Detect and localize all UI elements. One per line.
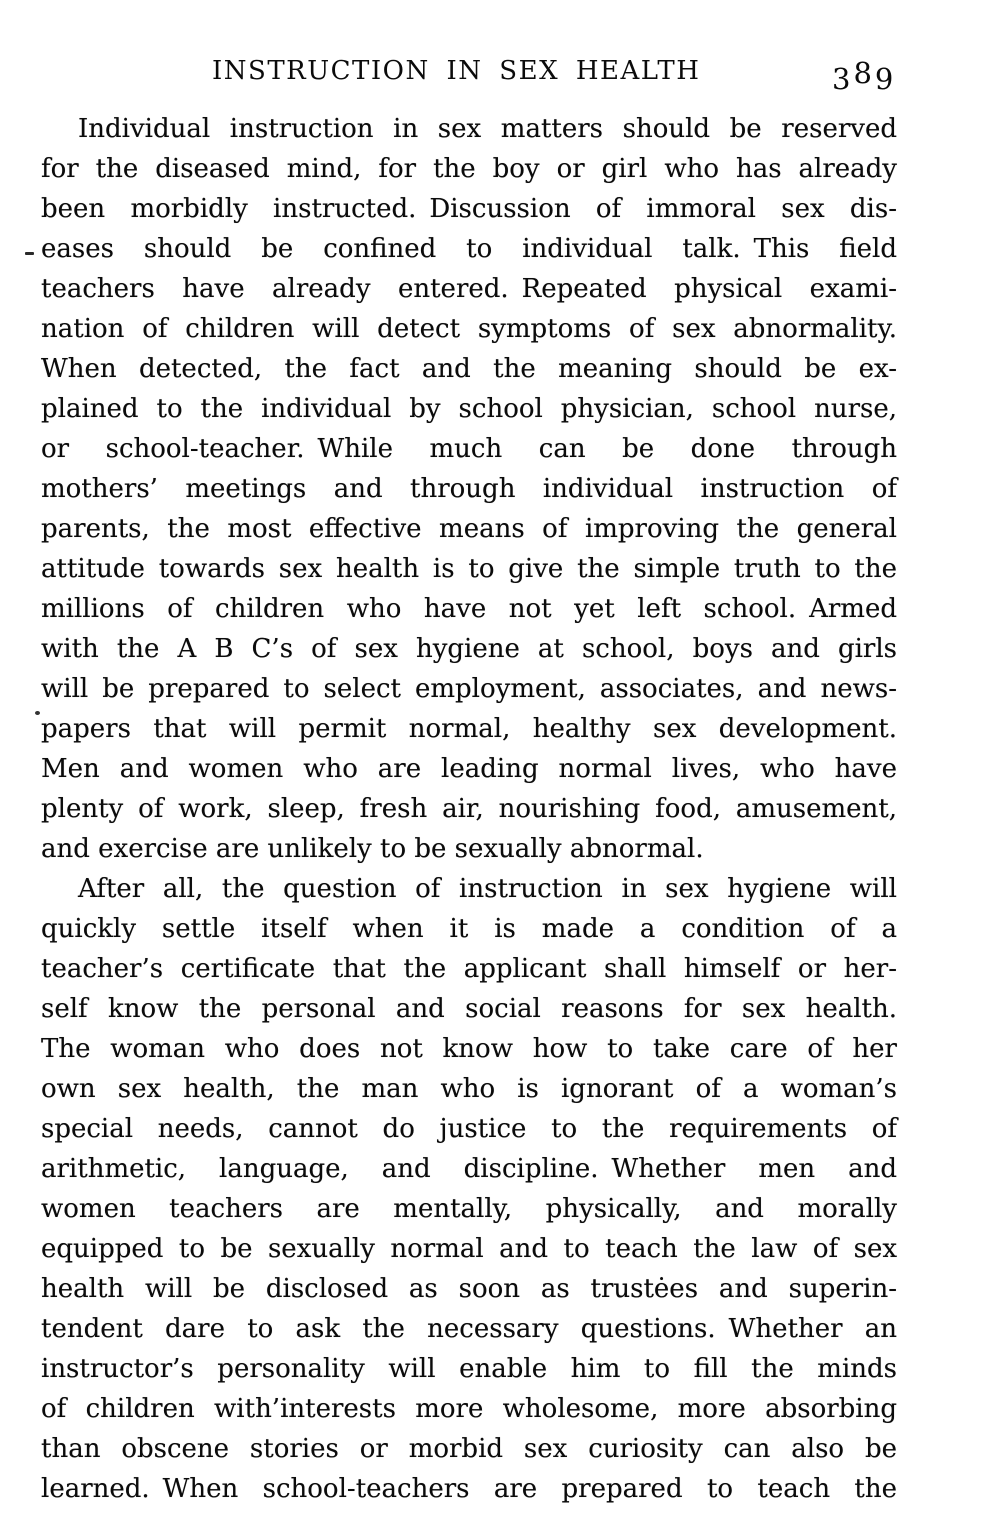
oldstyle-digit: 3 xyxy=(832,62,854,96)
text-line: and exercise are unlikely to be sexually abnormal. xyxy=(41,834,704,864)
scan-speck-dash xyxy=(25,252,34,255)
text-line: self know the personal and social reasons for sex health. xyxy=(41,994,897,1024)
text-line: millions of children who have not yet left school. Armed xyxy=(41,594,897,624)
paragraph xyxy=(41,109,897,869)
paragraph xyxy=(41,869,897,1509)
text-line: quickly settle itself when it is made a condition of a xyxy=(41,914,897,944)
text-line: mothers’ meetings and through individual instruction of xyxy=(41,474,897,504)
page-number xyxy=(832,56,897,96)
text-line: arithmetic, language, and discipline. Whether men and xyxy=(41,1154,897,1184)
text-line: After all, the question of instruction in sex hygiene will xyxy=(78,874,897,904)
text-line: equipped to be sexually normal and to teach the law of sex xyxy=(41,1234,897,1264)
text-line: Men and women who are leading normal lives, who have xyxy=(41,754,897,784)
oldstyle-digit: 8 xyxy=(853,56,875,90)
text-line: than obscene stories or morbid sex curiosity can also be xyxy=(41,1434,897,1464)
text-line: Individual instruction in sex matters should be reserved xyxy=(78,114,897,144)
text-line: parents, the most effective means of improving the general xyxy=(41,514,897,544)
page-body-text xyxy=(41,109,897,1509)
oldstyle-digit: 9 xyxy=(874,62,897,96)
text-line: teachers have already entered. Repeated physical exami- xyxy=(41,274,897,304)
text-line: plenty of work, sleep, fresh air, nourishing food, amusement, xyxy=(41,794,897,824)
text-line: health will be disclosed as soon as trustėes and superin- xyxy=(41,1274,897,1304)
text-line: instructor’s personality will enable him to fill the minds xyxy=(41,1354,897,1384)
text-line: of children with’interests more wholesome, more absorbing xyxy=(41,1394,897,1424)
text-line: women teachers are mentally, physically, and morally xyxy=(41,1194,897,1224)
text-line: teacher’s certificate that the applicant shall himself or her- xyxy=(41,954,897,984)
text-line: special needs, cannot do justice to the requirements of xyxy=(41,1114,897,1144)
text-line: own sex health, the man who is ignorant of a woman’s xyxy=(41,1074,897,1104)
text-line: plained to the individual by school physician, school nurse, xyxy=(41,394,897,424)
text-line: for the diseased mind, for the boy or girl who has already xyxy=(41,154,897,184)
text-line: nation of children will detect symptoms of sex abnormality. xyxy=(41,314,897,344)
text-line: papers that will permit normal, healthy sex development. xyxy=(41,714,897,744)
text-line: learned. When school-teachers are prepared to teach the xyxy=(41,1474,897,1504)
text-line: The woman who does not know how to take care of her xyxy=(41,1034,897,1064)
text-line: with the A B C’s of sex hygiene at school, boys and girls xyxy=(41,634,897,664)
text-line: attitude towards sex health is to give the simple truth to the xyxy=(41,554,897,584)
text-line: tendent dare to ask the necessary questions. Whether an xyxy=(41,1314,897,1344)
text-line: eases should be confined to individual talk. This field xyxy=(41,234,897,264)
scan-speck-dot xyxy=(35,711,40,715)
text-line: or school-teacher. While much can be done through xyxy=(41,434,897,464)
text-line: will be prepared to select employment, associates, and news- xyxy=(41,674,897,704)
text-line: When detected, the fact and the meaning should be ex- xyxy=(41,354,897,384)
text-line: been morbidly instructed. Discussion of immoral sex dis- xyxy=(41,194,897,224)
running-header-title: INSTRUCTION IN SEX HEALTH xyxy=(212,56,701,86)
